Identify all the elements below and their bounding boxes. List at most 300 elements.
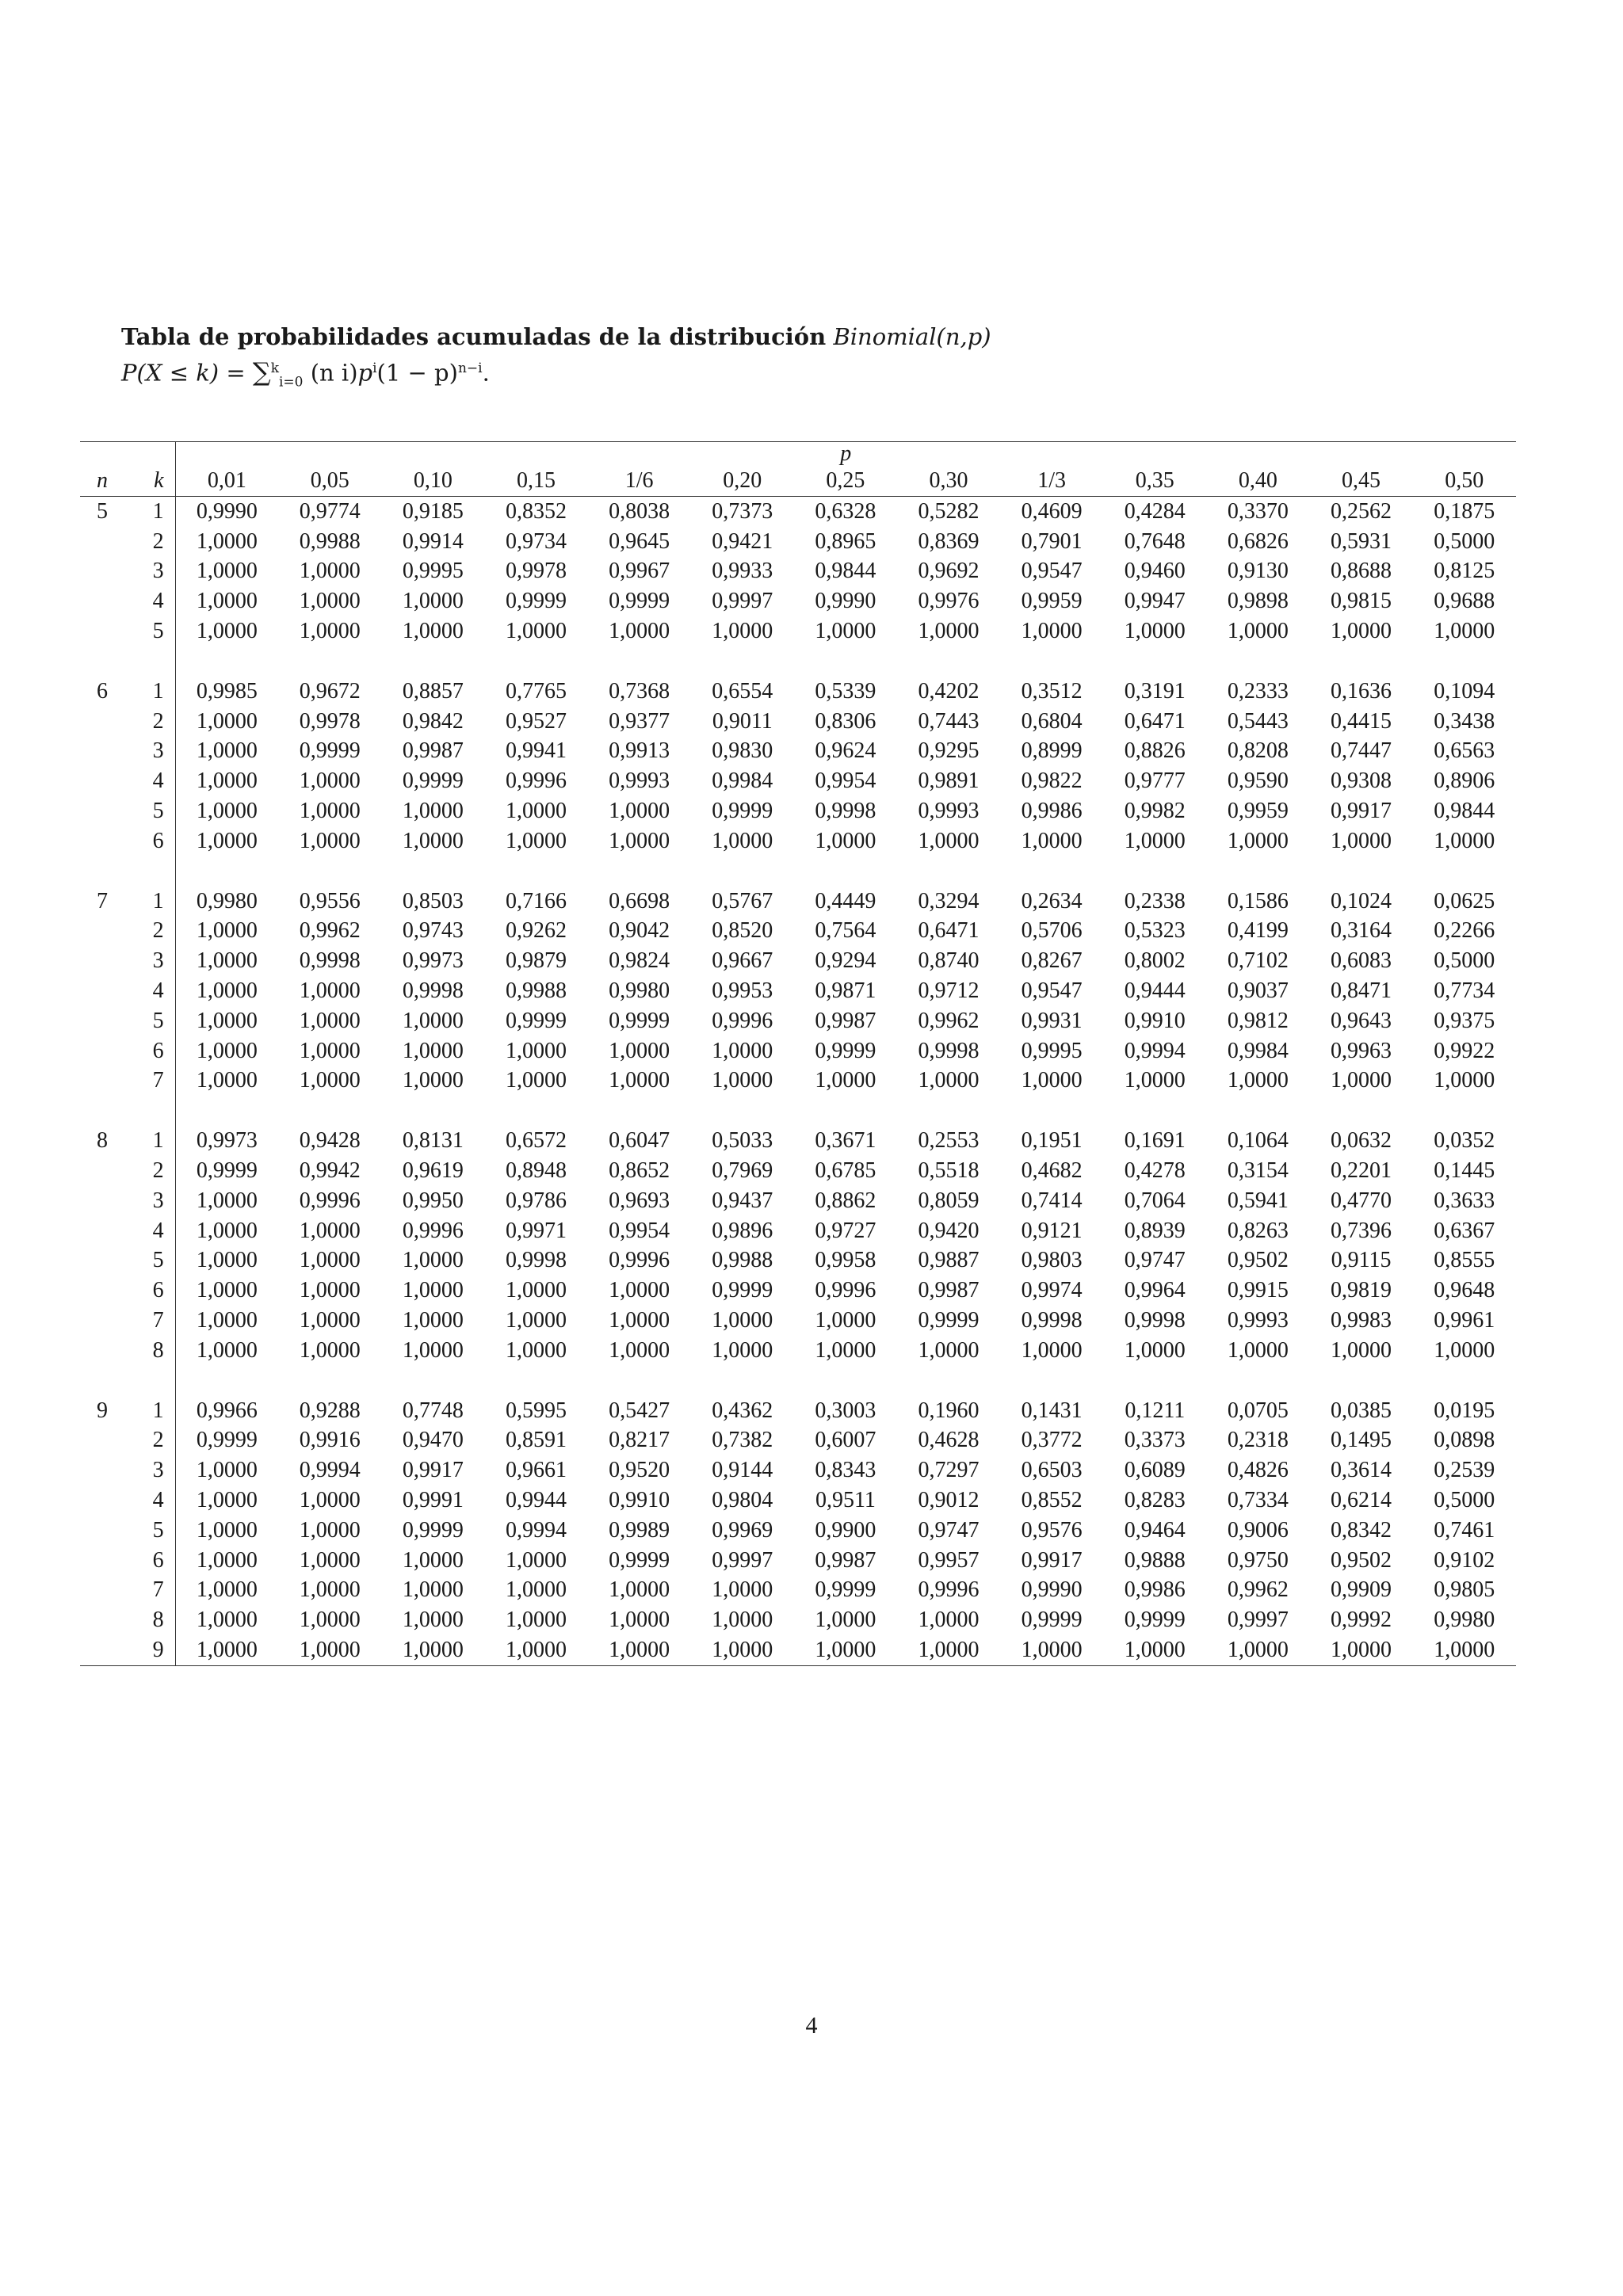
- n-cell: [80, 1546, 124, 1576]
- probability-cell: 0,9999: [402, 769, 464, 794]
- probability-cell: 0,5000: [1434, 948, 1495, 974]
- probability-cell: 1,0000: [402, 1608, 464, 1633]
- probability-cell: 0,9294: [815, 948, 876, 974]
- probability-cell: 0,7166: [506, 888, 567, 913]
- table-row: [80, 1516, 1516, 1546]
- probability-cell: 0,9982: [1124, 798, 1186, 823]
- probability-cell: 0,9805: [1434, 1577, 1495, 1603]
- probability-cell: 0,8217: [609, 1428, 670, 1453]
- probability-cell: 0,9962: [1227, 1577, 1289, 1603]
- probability-cell: 0,9959: [1021, 589, 1083, 614]
- probability-cell: 1,0000: [402, 589, 464, 614]
- probability-cell: 0,4770: [1331, 1188, 1392, 1213]
- probability-cell: 0,9944: [506, 1487, 567, 1512]
- table-row: [80, 887, 1516, 917]
- probability-cell: 1,0000: [196, 1248, 258, 1273]
- n-cell: [80, 826, 124, 856]
- probability-cell: 0,9988: [712, 1248, 773, 1273]
- probability-cell: 0,9913: [609, 738, 670, 764]
- probability-cell: 0,9812: [1227, 1008, 1289, 1033]
- probability-cell: 0,9888: [1124, 1547, 1186, 1573]
- probability-cell: 0,9999: [815, 1577, 876, 1603]
- probability-cell: 0,9999: [609, 1547, 670, 1573]
- probability-cell: 0,2562: [1331, 498, 1392, 524]
- probability-cell: 0,9375: [1434, 1008, 1495, 1033]
- probability-cell: 0,8652: [609, 1158, 670, 1183]
- k-cell: 2: [124, 527, 175, 557]
- probability-cell: 1,0000: [196, 1547, 258, 1573]
- probability-cell: 1,0000: [196, 589, 258, 614]
- probability-cell: 0,9959: [1227, 798, 1289, 823]
- probability-cell: 0,9999: [609, 589, 670, 614]
- probability-cell: 0,9954: [609, 1218, 670, 1243]
- probability-cell: 0,6572: [506, 1128, 567, 1154]
- probability-cell: 0,9988: [299, 528, 361, 554]
- probability-cell: 1,0000: [506, 1547, 567, 1573]
- probability-cell: 0,6554: [712, 678, 773, 704]
- probability-cell: 0,6214: [1331, 1487, 1392, 1512]
- probability-cell: 0,9727: [815, 1218, 876, 1243]
- probability-cell: 0,9115: [1331, 1248, 1392, 1273]
- k-header: k: [124, 466, 175, 496]
- k-cell: 7: [124, 1575, 175, 1605]
- probability-cell: 1,0000: [175, 1635, 278, 1665]
- probability-cell: 1,0000: [196, 828, 258, 853]
- probability-cell: 0,9420: [918, 1218, 980, 1243]
- probability-cell: 0,9998: [506, 1248, 567, 1273]
- probability-cell: 0,9667: [712, 948, 773, 974]
- p-header-cell: 1/3: [1000, 466, 1103, 496]
- probability-cell: 0,9185: [402, 498, 464, 524]
- probability-cell: 1,0000: [196, 1307, 258, 1333]
- probability-cell: 0,9996: [506, 769, 567, 794]
- probability-cell: 0,9830: [712, 738, 773, 764]
- probability-cell: 0,7748: [402, 1398, 464, 1423]
- table-row: [80, 1036, 1516, 1066]
- probability-cell: 0,9978: [299, 708, 361, 734]
- probability-cell: 0,9998: [299, 948, 361, 974]
- k-cell: 7: [124, 1066, 175, 1096]
- probability-cell: 1,0000: [196, 918, 258, 944]
- probability-cell: 1,0000: [299, 1038, 361, 1063]
- probability-cell: 0,9712: [918, 978, 980, 1003]
- probability-cell: 0,9777: [1124, 769, 1186, 794]
- probability-cell: 0,9288: [299, 1398, 361, 1423]
- probability-cell: 0,7461: [1434, 1517, 1495, 1543]
- probability-cell: 0,7297: [918, 1458, 980, 1483]
- probability-cell: 1,0000: [712, 828, 773, 853]
- probability-cell: 1,0000: [402, 828, 464, 853]
- probability-cell: 0,0195: [1434, 1398, 1495, 1423]
- probability-cell: 0,7064: [1124, 1188, 1186, 1213]
- probability-cell: 1,0000: [299, 1068, 361, 1093]
- probability-cell: 1,0000: [609, 618, 670, 643]
- probability-cell: 0,9995: [1021, 1038, 1083, 1063]
- n-cell: [80, 1006, 124, 1036]
- probability-cell: 0,9470: [402, 1428, 464, 1453]
- probability-cell: 1,0000: [1124, 1068, 1186, 1093]
- probability-cell: 0,9747: [918, 1517, 980, 1543]
- probability-cell: 1,0000: [506, 1038, 567, 1063]
- n-cell: [80, 1245, 124, 1276]
- group-spacer-row: [80, 646, 1516, 677]
- table-row: [80, 1216, 1516, 1246]
- probability-cell: 0,8948: [506, 1158, 567, 1183]
- probability-cell: 0,0632: [1331, 1128, 1392, 1154]
- probability-cell: 0,2338: [1124, 888, 1186, 913]
- probability-cell: 1,0000: [299, 1608, 361, 1633]
- probability-cell: 0,1445: [1434, 1158, 1495, 1183]
- probability-cell: 0,9998: [815, 798, 876, 823]
- probability-cell: 0,3438: [1434, 708, 1495, 734]
- probability-cell: 1,0000: [196, 978, 258, 1003]
- probability-cell: 0,9999: [918, 1307, 980, 1333]
- group-spacer-row: [80, 1096, 1516, 1126]
- table-row: [80, 1455, 1516, 1486]
- table-row: [80, 796, 1516, 826]
- probability-cell: 0,5995: [506, 1398, 567, 1423]
- probability-cell: 0,3154: [1227, 1158, 1289, 1183]
- k-cell: 1: [124, 887, 175, 917]
- probability-cell: 0,6047: [609, 1128, 670, 1154]
- probability-cell: 1,0000: [1413, 1635, 1516, 1665]
- table-row: [80, 586, 1516, 616]
- probability-cell: 0,1024: [1331, 888, 1392, 913]
- probability-cell: 0,9547: [1021, 978, 1083, 1003]
- probability-cell: 0,9896: [712, 1218, 773, 1243]
- probability-cell: 1,0000: [609, 1577, 670, 1603]
- probability-cell: 0,5518: [918, 1158, 980, 1183]
- probability-cell: 0,9997: [712, 589, 773, 614]
- probability-cell: 0,9619: [402, 1158, 464, 1183]
- probability-cell: 1,0000: [402, 1577, 464, 1603]
- probability-cell: 0,6804: [1021, 708, 1083, 734]
- k-cell: 8: [124, 1336, 175, 1366]
- p-header-cell: 0,50: [1413, 466, 1516, 496]
- formula-sum: ∑: [252, 357, 271, 387]
- probability-cell: 0,9887: [918, 1248, 980, 1273]
- probability-cell: 0,9661: [506, 1458, 567, 1483]
- probability-cell: 0,9645: [609, 528, 670, 554]
- probability-cell: 0,9993: [609, 769, 670, 794]
- probability-cell: 0,9006: [1227, 1517, 1289, 1543]
- p-label-row: [80, 442, 1516, 467]
- probability-cell: 1,0000: [299, 1218, 361, 1243]
- probability-cell: 0,8688: [1331, 559, 1392, 584]
- table-row: [80, 1605, 1516, 1635]
- probability-cell: 0,9998: [918, 1038, 980, 1063]
- probability-cell: 0,8826: [1124, 738, 1186, 764]
- probability-cell: 0,7765: [506, 678, 567, 704]
- probability-cell: 1,0000: [402, 618, 464, 643]
- probability-cell: 0,9999: [506, 589, 567, 614]
- probability-cell: 0,1691: [1124, 1128, 1186, 1154]
- probability-cell: 0,9998: [1124, 1307, 1186, 1333]
- table-row: [80, 1126, 1516, 1156]
- probability-cell: 0,9980: [1434, 1608, 1495, 1633]
- probability-cell: 1,0000: [1434, 1337, 1495, 1363]
- probability-cell: 0,5427: [609, 1398, 670, 1423]
- probability-cell: 0,9042: [609, 918, 670, 944]
- probability-cell: 1,0000: [196, 1608, 258, 1633]
- probability-cell: 1,0000: [196, 1487, 258, 1512]
- probability-cell: 1,0000: [712, 1337, 773, 1363]
- probability-cell: 1,0000: [196, 769, 258, 794]
- probability-cell: 1,0000: [299, 1337, 361, 1363]
- probability-cell: 0,2201: [1331, 1158, 1392, 1183]
- probability-cell: 1,0000: [402, 1248, 464, 1273]
- probability-cell: 0,6503: [1021, 1458, 1083, 1483]
- caption-title: [121, 321, 1389, 353]
- probability-cell: 0,9527: [506, 708, 567, 734]
- probability-cell: 0,9511: [815, 1487, 876, 1512]
- probability-cell: 0,9308: [1331, 769, 1392, 794]
- n-cell: [80, 1635, 124, 1665]
- probability-cell: 0,5767: [712, 888, 773, 913]
- probability-cell: 0,5339: [815, 678, 876, 704]
- probability-cell: 0,9988: [506, 978, 567, 1003]
- probability-cell: 0,9997: [1227, 1608, 1289, 1633]
- probability-cell: 1,0000: [1227, 1068, 1289, 1093]
- probability-cell: 1,0000: [609, 1038, 670, 1063]
- k-cell: 4: [124, 766, 175, 796]
- n-cell: [80, 1306, 124, 1336]
- probability-cell: 0,9984: [712, 769, 773, 794]
- probability-cell: 1,0000: [609, 1278, 670, 1303]
- probability-cell: 1,0000: [278, 1635, 381, 1665]
- probability-cell: 0,8740: [918, 948, 980, 974]
- probability-cell: 0,8125: [1434, 559, 1495, 584]
- probability-cell: 0,5706: [1021, 918, 1083, 944]
- probability-cell: 0,1495: [1331, 1428, 1392, 1453]
- table-row: [80, 677, 1516, 707]
- probability-cell: 1,0000: [402, 1038, 464, 1063]
- probability-cell: 0,5941: [1227, 1188, 1289, 1213]
- probability-cell: 0,8857: [402, 678, 464, 704]
- probability-cell: 0,8862: [815, 1188, 876, 1213]
- probability-cell: 1,0000: [712, 1608, 773, 1633]
- probability-cell: 1,0000: [609, 798, 670, 823]
- probability-cell: 0,9953: [712, 978, 773, 1003]
- probability-cell: 1,0000: [402, 1337, 464, 1363]
- probability-cell: 0,8038: [609, 498, 670, 524]
- probability-cell: 0,8520: [712, 918, 773, 944]
- probability-cell: 0,8059: [918, 1188, 980, 1213]
- n-cell: [80, 946, 124, 976]
- probability-cell: 0,6471: [918, 918, 980, 944]
- probability-cell: 1,0000: [506, 798, 567, 823]
- n-cell: 5: [97, 498, 109, 524]
- table-row: [80, 616, 1516, 646]
- probability-cell: 0,9900: [815, 1517, 876, 1543]
- caption-title-italic: Binomial(n,p): [833, 323, 991, 350]
- probability-cell: 1,0000: [918, 1608, 980, 1633]
- n-cell: [80, 976, 124, 1006]
- probability-cell: 0,9999: [1021, 1608, 1083, 1633]
- probability-cell: 0,9958: [815, 1248, 876, 1273]
- probability-cell: 1,0000: [609, 1307, 670, 1333]
- probability-cell: 0,9824: [609, 948, 670, 974]
- p-header-cell: 0,35: [1103, 466, 1206, 496]
- table-row: [80, 1336, 1516, 1366]
- probability-cell: 0,1875: [1434, 498, 1495, 524]
- probability-cell: 1,0000: [1021, 1337, 1083, 1363]
- probability-cell: 1,0000: [918, 1068, 980, 1093]
- k-cell: 6: [124, 826, 175, 856]
- k-cell: 5: [124, 796, 175, 826]
- k-cell: 5: [124, 1245, 175, 1276]
- probability-cell: 0,2553: [918, 1128, 980, 1154]
- probability-cell: 1,0000: [712, 1068, 773, 1093]
- probability-cell: 1,0000: [1124, 1337, 1186, 1363]
- table-row: [80, 1066, 1516, 1096]
- probability-cell: 1,0000: [918, 1337, 980, 1363]
- n-cell: [80, 707, 124, 737]
- probability-cell: 0,9976: [918, 589, 980, 614]
- probability-cell: 0,6471: [1124, 708, 1186, 734]
- probability-cell: 0,9962: [918, 1008, 980, 1033]
- probability-cell: 0,8342: [1331, 1517, 1392, 1543]
- probability-cell: 0,9950: [402, 1188, 464, 1213]
- probability-cell: 0,9898: [1227, 589, 1289, 614]
- probability-cell: 0,9804: [712, 1487, 773, 1512]
- table-row: [80, 826, 1516, 856]
- probability-cell: 1,0000: [299, 1248, 361, 1273]
- probability-cell: 0,9822: [1021, 769, 1083, 794]
- table-row: [80, 916, 1516, 946]
- n-cell: 6: [97, 678, 109, 704]
- probability-cell: 0,9815: [1331, 589, 1392, 614]
- table-row: [80, 1575, 1516, 1605]
- table-row: [80, 1396, 1516, 1426]
- probability-cell: 0,9996: [609, 1248, 670, 1273]
- probability-cell: 0,7373: [712, 498, 773, 524]
- caption-title-bold: Tabla de probabilidades acumuladas de la distribución: [121, 323, 827, 350]
- probability-cell: 1,0000: [506, 618, 567, 643]
- probability-cell: 1,0000: [196, 798, 258, 823]
- n-cell: [80, 1156, 124, 1186]
- probability-cell: 0,6826: [1227, 528, 1289, 554]
- probability-cell: 0,3772: [1021, 1428, 1083, 1453]
- p-header-cell: 0,01: [175, 466, 278, 496]
- probability-cell: 1,0000: [484, 1635, 587, 1665]
- n-cell: [80, 616, 124, 646]
- probability-cell: 0,2318: [1227, 1428, 1289, 1453]
- probability-cell: 0,9011: [712, 708, 773, 734]
- probability-cell: 1,0000: [1309, 1635, 1412, 1665]
- probability-cell: 0,9987: [918, 1278, 980, 1303]
- probability-cell: 0,9983: [1331, 1307, 1392, 1333]
- probability-cell: 0,9688: [1434, 589, 1495, 614]
- n-cell: [80, 1575, 124, 1605]
- k-cell: 3: [124, 1455, 175, 1486]
- n-cell: 8: [97, 1128, 109, 1154]
- probability-cell: 0,9987: [815, 1008, 876, 1033]
- probability-cell: 0,9910: [1124, 1008, 1186, 1033]
- probability-cell: 1,0000: [1124, 618, 1186, 643]
- k-cell: 1: [124, 496, 175, 526]
- probability-cell: 0,9980: [609, 978, 670, 1003]
- probability-cell: 0,8306: [815, 708, 876, 734]
- probability-cell: 0,9990: [196, 498, 258, 524]
- table-row: [80, 1486, 1516, 1516]
- probability-cell: 1,0000: [299, 769, 361, 794]
- probability-cell: 1,0000: [196, 528, 258, 554]
- probability-cell: 0,9460: [1124, 559, 1186, 584]
- binomial-table: [80, 441, 1516, 1666]
- probability-cell: 0,9464: [1124, 1517, 1186, 1543]
- probability-cell: 1,0000: [1021, 1068, 1083, 1093]
- probability-cell: 1,0000: [196, 738, 258, 764]
- probability-cell: 0,5000: [1434, 528, 1495, 554]
- probability-cell: 0,9963: [1331, 1038, 1392, 1063]
- formula-end: .: [482, 359, 490, 387]
- probability-cell: 0,9995: [402, 559, 464, 584]
- probability-cell: 0,8591: [506, 1428, 567, 1453]
- p-header-cell: 0,45: [1309, 466, 1412, 496]
- table-row: [80, 1425, 1516, 1455]
- probability-cell: 0,6785: [815, 1158, 876, 1183]
- probability-cell: 0,8555: [1434, 1248, 1495, 1273]
- table-row: [80, 946, 1516, 976]
- probability-cell: 0,9997: [712, 1547, 773, 1573]
- probability-cell: 0,3164: [1331, 918, 1392, 944]
- probability-cell: 1,0000: [1434, 828, 1495, 853]
- probability-cell: 0,9624: [815, 738, 876, 764]
- probability-cell: 1,0000: [196, 1038, 258, 1063]
- n-cell: [80, 766, 124, 796]
- probability-cell: 0,7443: [918, 708, 980, 734]
- table-row: [80, 1186, 1516, 1216]
- probability-cell: 0,9999: [609, 1008, 670, 1033]
- probability-cell: 0,9989: [609, 1517, 670, 1543]
- probability-cell: 1,0000: [712, 1307, 773, 1333]
- probability-cell: 0,0705: [1227, 1398, 1289, 1423]
- p-header-cell: 0,25: [794, 466, 897, 496]
- k-cell: 2: [124, 1425, 175, 1455]
- p-header-cell: 0,05: [278, 466, 381, 496]
- n-cell: [80, 1516, 124, 1546]
- probability-cell: 0,9941: [506, 738, 567, 764]
- probability-cell: 0,9102: [1434, 1547, 1495, 1573]
- probability-cell: 0,9502: [1331, 1547, 1392, 1573]
- probability-cell: 0,9990: [815, 589, 876, 614]
- probability-cell: 0,9774: [299, 498, 361, 524]
- probability-cell: 0,6698: [609, 888, 670, 913]
- p-header-cell: 1/6: [588, 466, 691, 496]
- probability-cell: 0,9747: [1124, 1248, 1186, 1273]
- probability-cell: 0,9916: [299, 1428, 361, 1453]
- probability-cell: 1,0000: [299, 828, 361, 853]
- page-number: 4: [805, 2012, 818, 2039]
- probability-cell: 1,0000: [815, 618, 876, 643]
- probability-cell: 0,9999: [299, 738, 361, 764]
- probability-cell: 0,9734: [506, 528, 567, 554]
- probability-cell: 0,9502: [1227, 1248, 1289, 1273]
- k-cell: 3: [124, 946, 175, 976]
- probability-cell: 1,0000: [609, 1068, 670, 1093]
- table-header: [80, 442, 1516, 497]
- probability-cell: 0,9986: [1124, 1577, 1186, 1603]
- probability-cell: 0,9967: [609, 559, 670, 584]
- n-cell: [80, 527, 124, 557]
- probability-cell: 1,0000: [506, 1608, 567, 1633]
- probability-cell: 1,0000: [196, 1337, 258, 1363]
- n-cell: [80, 1605, 124, 1635]
- probability-cell: 0,7334: [1227, 1487, 1289, 1512]
- probability-cell: 0,4199: [1227, 918, 1289, 944]
- n-cell: 7: [97, 888, 109, 913]
